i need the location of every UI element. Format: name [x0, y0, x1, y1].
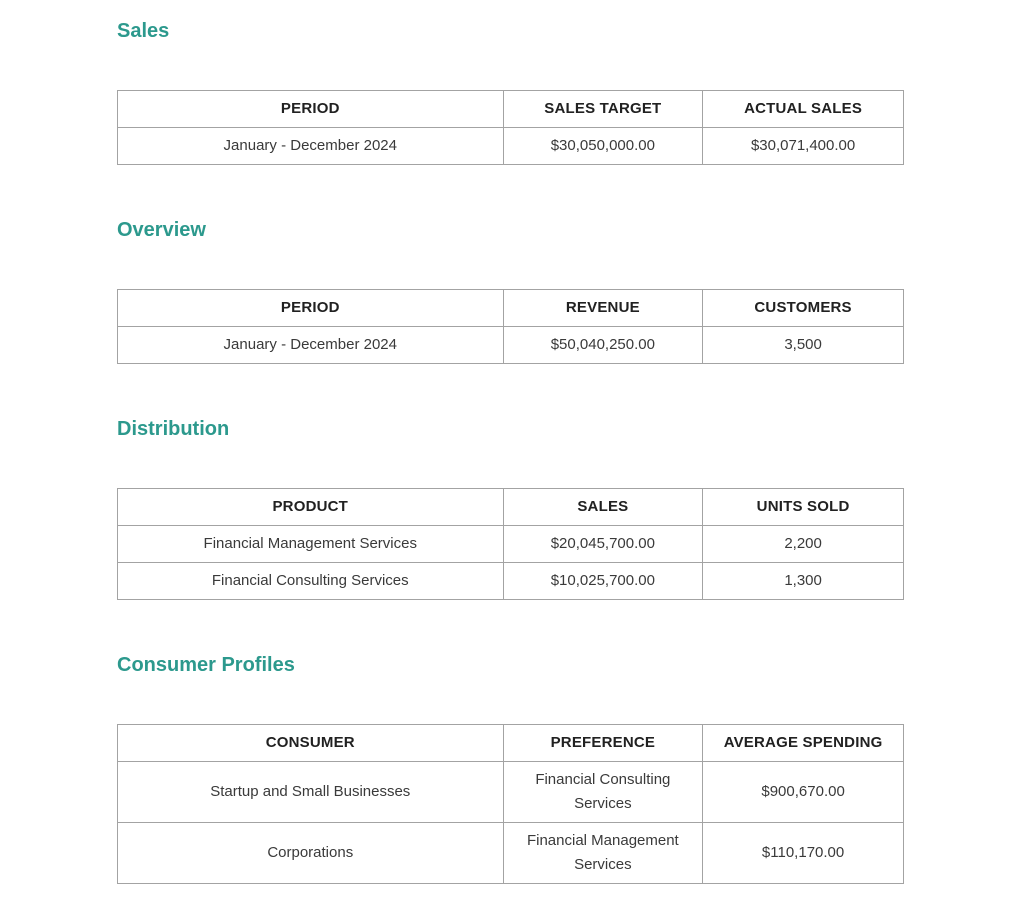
table-cell-product: Financial Management Services	[118, 526, 504, 563]
section-title-distribution: Distribution	[117, 418, 230, 440]
column-header-preference: PREFERENCE	[503, 725, 703, 762]
table-row	[118, 128, 904, 165]
table-cell-period: January - December 2024	[118, 327, 504, 364]
table-cell-average-spending: $900,670.00	[703, 762, 904, 823]
distribution-table	[117, 488, 904, 600]
table-cell-consumer: Corporations	[118, 823, 504, 884]
column-header-product: PRODUCT	[118, 489, 504, 526]
column-header-revenue: REVENUE	[503, 290, 703, 327]
column-header-actual-sales: ACTUAL SALES	[703, 91, 904, 128]
table-cell-units-sold: 2,200	[703, 526, 904, 563]
table-cell-actual-sales: $30,071,400.00	[703, 128, 904, 165]
table-cell-revenue: $50,040,250.00	[503, 327, 703, 364]
table-cell-consumer: Startup and Small Businesses	[118, 762, 504, 823]
table-row	[118, 526, 904, 563]
section-overview	[117, 218, 904, 364]
table-row	[118, 327, 904, 364]
table-header-row	[118, 489, 904, 526]
section-distribution	[117, 417, 904, 600]
table-header-row	[118, 91, 904, 128]
table-cell-period: January - December 2024	[118, 128, 504, 165]
table-header-row	[118, 725, 904, 762]
column-header-consumer: CONSUMER	[118, 725, 504, 762]
section-consumer-profiles	[117, 653, 904, 884]
column-header-customers: CUSTOMERS	[703, 290, 904, 327]
column-header-sales-target: SALES TARGET	[503, 91, 703, 128]
table-row	[118, 563, 904, 600]
table-cell-product: Financial Consulting Services	[118, 563, 504, 600]
table-row	[118, 762, 904, 823]
column-header-sales: SALES	[503, 489, 703, 526]
table-cell-sales: $10,025,700.00	[503, 563, 703, 600]
table-cell-units-sold: 1,300	[703, 563, 904, 600]
table-cell-customers: 3,500	[703, 327, 904, 364]
section-sales	[117, 19, 904, 165]
table-cell-average-spending: $110,170.00	[703, 823, 904, 884]
column-header-period: PERIOD	[118, 91, 504, 128]
table-cell-sales-target: $30,050,000.00	[503, 128, 703, 165]
overview-table	[117, 289, 904, 364]
section-title-consumer-profiles: Consumer Profiles	[117, 654, 295, 676]
column-header-period: PERIOD	[118, 290, 504, 327]
table-header-row	[118, 290, 904, 327]
document-content	[117, 0, 904, 904]
column-header-units-sold: UNITS SOLD	[703, 489, 904, 526]
table-cell-preference: Financial Consulting Services	[503, 762, 703, 823]
section-title-sales: Sales	[117, 20, 170, 42]
column-header-average-spending: AVERAGE SPENDING	[703, 725, 904, 762]
sales-table	[117, 90, 904, 165]
table-cell-preference: Financial Management Services	[503, 823, 703, 884]
consumer-profiles-table	[117, 724, 904, 884]
table-cell-sales: $20,045,700.00	[503, 526, 703, 563]
table-row	[118, 823, 904, 884]
section-title-overview: Overview	[117, 219, 206, 241]
